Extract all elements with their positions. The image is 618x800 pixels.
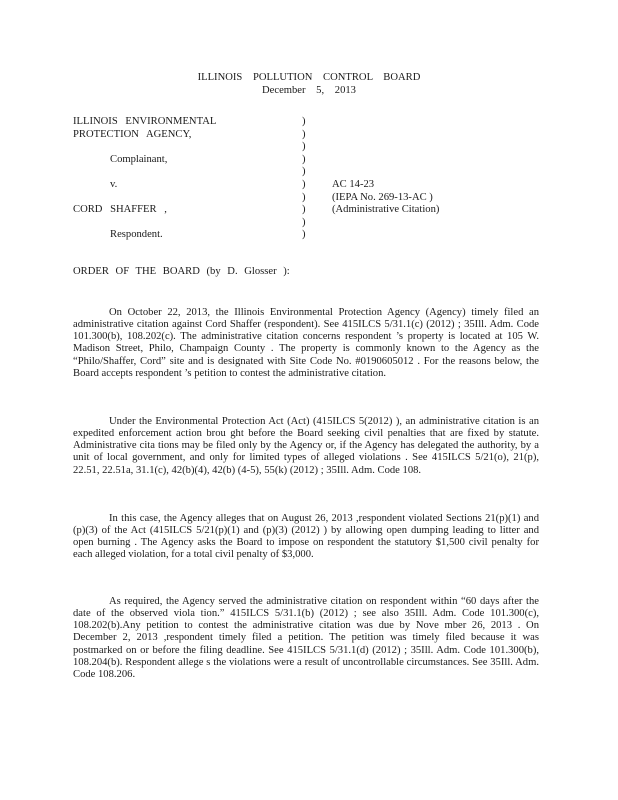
board-name: ILLINOIS POLLUTION CONTROL BOARD xyxy=(197,72,421,83)
case-number: AC 14-23 xyxy=(332,178,375,190)
versus-label: v. xyxy=(110,178,118,190)
caption-paren: ) xyxy=(302,204,306,216)
body-paragraph: As required, the Agency served the administrative citation on respondent within “60 days after the date of the observed viola tion.” 415ILCS 5/31.1(b) (2012) ; see also 35Ill. Adm. Code 101.300(c), 108.202(b).Any petition to contest the administrative citation was due by Nove mber 26, 2013 . On December 2, 2013 ,respondent timely filed a petition. The petition was timely filed because it was postmarked on or before the filing deadline. See 415ILCS 5/31.1(d) (2012) ; 35Ill. Adm. Code 101.300(b), 108.204(b). Respondent allege s the violations were a result of uncontrollable circumstances. See 35Ill. Adm. Code 108.206. xyxy=(73,595,539,681)
body-paragraph: Under the Environmental Protection Act (Act) (415ILCS 5(2012) ), an administrative citation is an expedited enforcement action brou ght before the Board seeking civil penalties that are fixed by statute. Administrative cita tions may be filed only by the Agency or, if the Agency has delegated the authority, by a unit of local government, and only for limited types of alleged violations . See 415ILCS 5/21(o), 21(p), 22.51, 22.51a, 31.1(c), 42(b)(4), 42(b) (4-5), 55(k) (2012) ; 35Ill. Adm. Code 108. xyxy=(73,415,539,476)
body-paragraph: In this case, the Agency alleges that on August 26, 2013 ,respondent violated Sections 21(p)(1) and (p)(3) of the Act (415ILCS 5/21(p)(1) and (p)(3) (2012) ) by allowing open dumping leading to litter and open burning . The Agency asks the Board to impose on respondent the statutory $1,500 civil penalty for each alleged violation, for a total civil penalty of $3,000. xyxy=(73,512,539,561)
complainant-role: Complainant, xyxy=(110,153,168,165)
case-caption xyxy=(73,116,573,242)
citation-type: (Administrative Citation) xyxy=(332,204,440,216)
respondent-name: CORD SHAFFER , xyxy=(73,204,167,216)
caption-paren: ) xyxy=(302,153,306,165)
caption-paren: ) xyxy=(302,116,306,127)
complainant-name-line2: PROTECTION AGENCY, xyxy=(73,128,192,140)
caption-paren: ) xyxy=(302,191,306,203)
caption-paren: ) xyxy=(302,128,306,140)
order-heading: ORDER OF THE BOARD (by D. Glosser ): xyxy=(73,266,290,277)
iepa-number: (IEPA No. 269-13-AC ) xyxy=(332,191,433,203)
caption-paren: ) xyxy=(302,166,306,178)
body-paragraph: On October 22, 2013, the Illinois Environmental Protection Agency (Agency) timely filed an administrative citation against Cord Shaffer (respondent). See 415ILCS 5/31.1(c) (2012) ; 35Ill. Adm. Code 101.300(b), 108.202(c). The administrative citation concerns respondent ’s property is located at 105 W. Madison Street, Philo, Champaign County . The property is commonly known to the Agency as the “Philo/Shaffer, Cord” site and is designated with Site Code No. #0190605012 . For the reasons below, the Board accepts respondent ’s petition to contest the administrative citation. xyxy=(73,306,539,380)
caption-paren: ) xyxy=(302,178,306,190)
complainant-name-line1: ILLINOIS ENVIRONMENTAL xyxy=(73,116,217,127)
caption-paren: ) xyxy=(302,216,306,228)
caption-paren: ) xyxy=(302,229,306,241)
order-date: December 5, 2013 xyxy=(262,85,356,96)
document-header xyxy=(0,72,618,98)
caption-paren: ) xyxy=(302,141,306,153)
respondent-role: Respondent. xyxy=(110,229,163,241)
